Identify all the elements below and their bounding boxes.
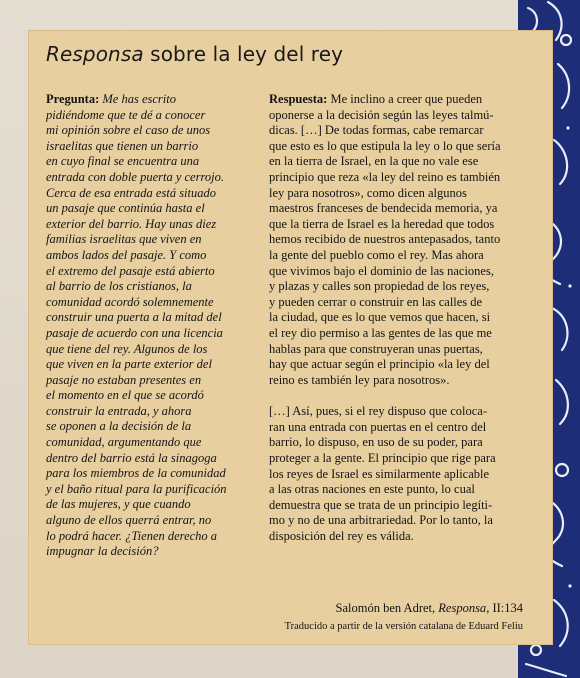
question-line-text: pidiéndome que te dé a conocer [46, 107, 206, 122]
question-line [46, 544, 266, 560]
question-line-text: alguno de ellos querrá entrar, no [46, 513, 212, 528]
answer-line: proteger a la gente. El principio que rige para [269, 451, 496, 466]
question-line-text: exterior del barrio. Hay unas diez [46, 216, 217, 231]
question-line [46, 170, 266, 186]
answer-line [269, 342, 539, 358]
question-line [46, 248, 266, 264]
question-line-text: que tiene del rey. Algunos de los [46, 341, 208, 356]
question-line-text: que viven en la parte exterior del [46, 357, 212, 372]
answer-line: ran una entrada con puertas en el centro del [269, 419, 487, 434]
citation-reference: , II:134 [486, 601, 523, 615]
question-line-text: entrada con doble puerta y cerrojo. [46, 169, 224, 184]
question-line [46, 217, 266, 233]
question-line-text: dentro del barrio está la sinagoga [46, 450, 217, 465]
question-line [46, 419, 266, 435]
answer-line-text: dicas. […] De todas formas, cabe remarcar [269, 123, 484, 138]
question-line-text: Me has escrito [99, 92, 176, 106]
box-title [46, 42, 343, 66]
question-line-text: y el baño ritual para la purificación [46, 481, 227, 496]
answer-paragraph-1 [269, 92, 539, 388]
answer-line-text: el rey dio permiso a las gentes de las que me [269, 325, 492, 340]
question-line-text: pasaje no estaban presentes en [46, 372, 202, 387]
question-line [46, 388, 266, 404]
answer-line-text: en la tierra de Israel, en la que no vale ese [269, 154, 479, 169]
question-paragraph [46, 92, 266, 560]
answer-line: barrio, lo dispuso, en uso de su poder, para [269, 435, 483, 450]
answer-line: disposición del rey es válida. [269, 529, 414, 544]
question-line [46, 497, 266, 513]
question-column [46, 92, 266, 560]
question-line [46, 326, 266, 342]
question-line-text: construir la entrada, y ahora [46, 403, 192, 418]
question-line-text: familias israelitas que viven en [46, 232, 202, 247]
answer-paragraph-2 [269, 404, 539, 544]
citation-work: Responsa [438, 601, 487, 615]
answer-line-text: reino es también ley para nosotros». [269, 372, 450, 387]
answer-line [269, 201, 539, 217]
question-line-text: lo podrá hacer. ¿Tienen derecho a [46, 528, 218, 543]
question-line-text: ambos lados del pasaje. Y como [46, 247, 207, 262]
answer-line [269, 357, 539, 373]
question-line [46, 186, 266, 202]
question-line [46, 92, 266, 108]
responsa-box [28, 30, 553, 645]
question-line [46, 264, 266, 280]
answer-label: Respuesta: [269, 92, 328, 106]
question-line [46, 232, 266, 248]
question-line [46, 108, 266, 124]
translation-credit: Traducido a partir de la versión catalana de Eduard Feliu [284, 621, 523, 632]
answer-line [269, 92, 539, 108]
question-line-text: un pasaje que continúa hasta el [46, 201, 205, 216]
question-line-text: el momento en el que se acordó [46, 388, 204, 403]
answer-line [269, 232, 539, 248]
question-line-text: pasaje de acuerdo con una licencia [46, 325, 223, 340]
question-line [46, 466, 266, 482]
question-line [46, 435, 266, 451]
answer-line-text: hemos recibido de nuestros antepasados, tanto [269, 232, 501, 247]
answer-line [269, 139, 539, 155]
answer-line-text: la gente del pueblo como el rey. Mas ahora [269, 247, 484, 262]
question-line [46, 357, 266, 373]
answer-line [269, 326, 539, 342]
answer-line-text: hay que actuar según el principio «la ley del [269, 357, 490, 372]
answer-line: a las otras naciones en este punto, lo cual [269, 482, 475, 497]
question-line [46, 482, 266, 498]
question-line-text: el extremo del pasaje está abierto [46, 263, 215, 278]
question-line-text: mi opinión sobre el caso de unos [46, 123, 211, 138]
answer-line-text: que esto es lo que estipula la ley o lo que sería [269, 138, 501, 153]
question-label: Pregunta: [46, 92, 100, 106]
question-line-text: Cerca de esa entrada está situado [46, 185, 217, 200]
answer-line [269, 108, 539, 124]
answer-line-text: la ciudad, que es lo que vemos que hacen, si [269, 310, 491, 325]
answer-line [269, 295, 539, 311]
question-line [46, 529, 266, 545]
answer-line-text: ley para nosotros», como dicen algunos [269, 185, 467, 200]
answer-line-text: oponerse a la decisión según las leyes talmú- [269, 107, 494, 122]
question-line [46, 295, 266, 311]
answer-line [269, 279, 539, 295]
question-line [46, 201, 266, 217]
citation-author: Salomón ben Adret, [335, 601, 439, 615]
answer-line: […] Así, pues, si el rey dispuso que coloca- [269, 404, 488, 419]
question-line-text: construir una puerta a la mitad del [46, 310, 222, 325]
question-line-text: al barrio de los cristianos, la [46, 279, 192, 294]
question-line-text: para los miembros de la comunidad [46, 466, 226, 481]
question-line [46, 513, 266, 529]
answer-line [269, 123, 539, 139]
answer-line [269, 264, 539, 280]
question-line-text: comunidad, argumentando que [46, 435, 202, 450]
question-line [46, 279, 266, 295]
answer-line [269, 186, 539, 202]
question-line-text: de las mujeres, y que cuando [46, 497, 191, 512]
answer-line: mo y no de una arbitrariedad. Por lo tanto, la [269, 513, 493, 528]
answer-line: demuestra que se trata de un principio legíti- [269, 497, 493, 512]
source-citation [336, 601, 524, 616]
question-line-text: comunidad acordó solemnemente [46, 294, 214, 309]
question-line [46, 342, 266, 358]
answer-line-text: Me inclino a creer que pueden [327, 92, 483, 106]
question-line [46, 373, 266, 389]
answer-line-text: principio que reza «la ley del reino es también [269, 169, 501, 184]
question-line-text: impugnar la decisión? [46, 544, 159, 559]
answer-line-text: maestros franceses de bendecida memoria, ya [269, 201, 498, 216]
question-line [46, 404, 266, 420]
answer-line [269, 310, 539, 326]
question-line [46, 123, 266, 139]
answer-line [269, 170, 539, 186]
answer-line-text: y plazas y calles son propiedad de los reyes, [269, 279, 490, 294]
answer-line [269, 154, 539, 170]
answer-line [269, 217, 539, 233]
answer-line-text: y pueden cerrar o construir en las calles de [269, 294, 483, 309]
question-line [46, 139, 266, 155]
title-italic-word: Responsa [46, 42, 144, 66]
question-line [46, 154, 266, 170]
answer-line-text: que vivimos bajo el dominio de las naciones, [269, 263, 494, 278]
question-line-text: israelitas que tienen un barrio [46, 138, 199, 153]
answer-line [269, 373, 539, 389]
question-line-text: se oponen a la decisión de la [46, 419, 192, 434]
answer-line: los reyes de Israel es similarmente aplicable [269, 466, 490, 481]
question-line [46, 310, 266, 326]
question-line [46, 451, 266, 467]
answer-line [269, 248, 539, 264]
answer-line-text: que la tierra de Israel es la heredad que todos [269, 216, 495, 231]
answer-column [269, 92, 539, 545]
answer-line-text: hablas para que construyeran unas puertas, [269, 341, 483, 356]
title-rest: sobre la ley del rey [143, 42, 344, 66]
question-line-text: en cuyo final se encuentra una [46, 154, 200, 169]
